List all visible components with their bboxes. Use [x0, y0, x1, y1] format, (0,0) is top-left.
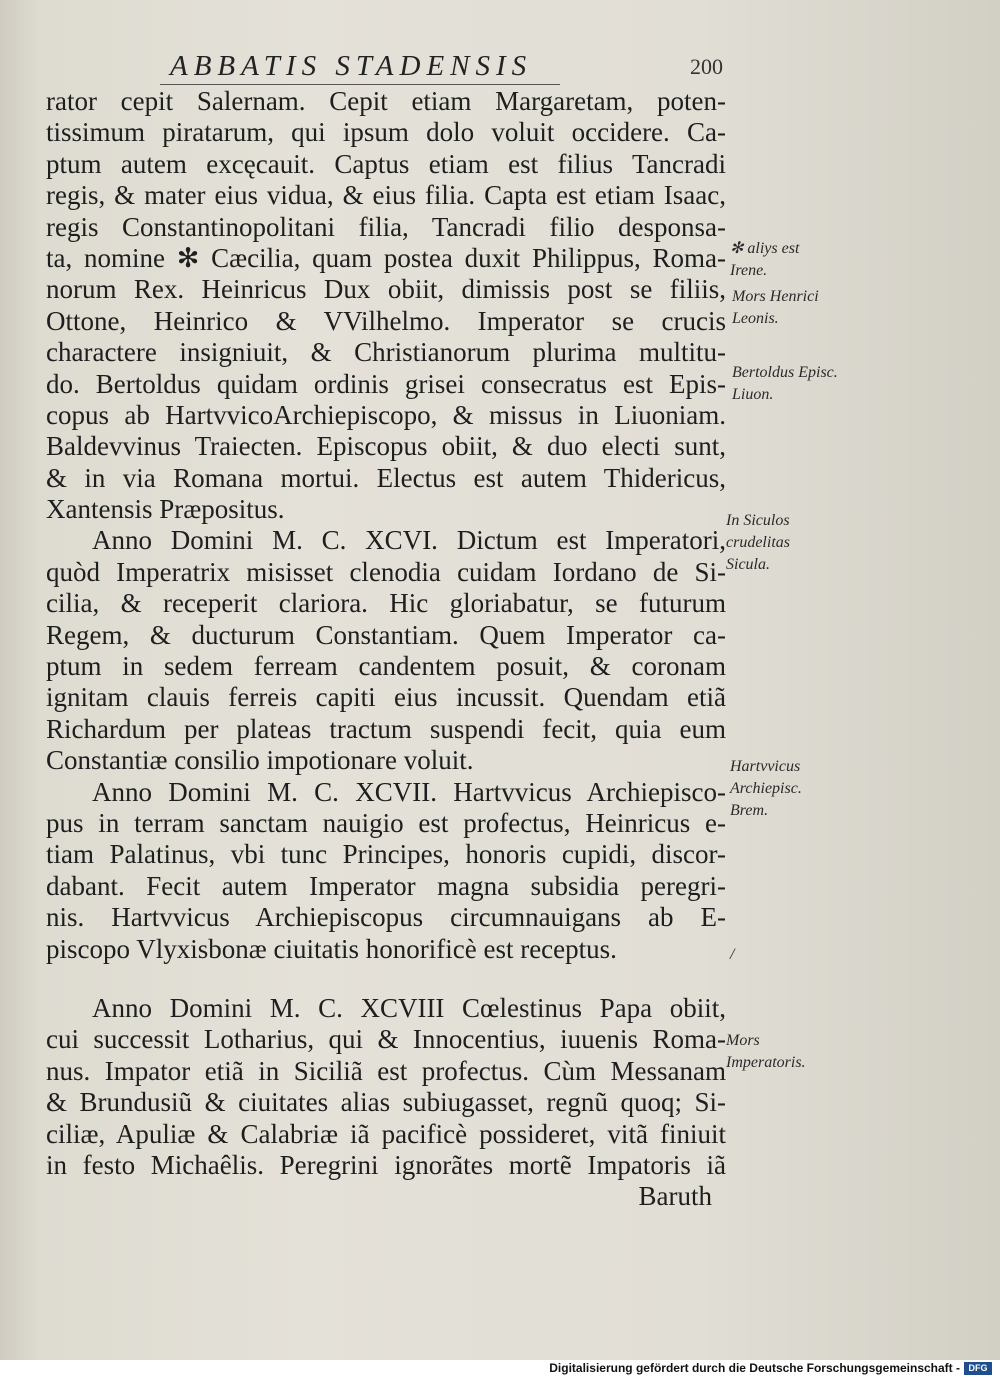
text-line: in festo Michaêlis. Peregrini ignorãtes mortẽ Impatoris iã	[46, 1149, 726, 1180]
text-line: do. Bertoldus quidam ordinis grisei consecratus est Epis-	[46, 368, 726, 399]
margin-note: ✻ aliys est Irene.	[730, 240, 800, 279]
dfg-logo: DFG	[964, 1362, 992, 1375]
text-line: Richardum per plateas tractum suspendi fecit, quia eum	[46, 713, 726, 744]
text-line: Regem, & ducturum Constantiam. Quem Imperator ca-	[46, 619, 726, 650]
text-line: ignitam clauis ferreis capiti eius incussit. Quendam etiã	[46, 682, 726, 713]
catchword: Baruth	[638, 1181, 712, 1212]
text-line: cui successit Lotharius, qui & Innocentius, iuuenis Roma-	[46, 1024, 726, 1055]
paragraph-start: Anno Domini M. C. XCVI. Dictum est Imperatori,	[92, 525, 726, 556]
text-line: nus. Impator etiã in Siciliã est profectus. Cùm Messanam	[46, 1055, 726, 1086]
text-line: regis, & mater eius vidua, & eius filia. Capta est etiam Isaac,	[46, 180, 726, 211]
main-text	[46, 86, 726, 1213]
paragraph-start: Anno Domini M. C. XCVII. Hartvvicus Archiepisco-	[92, 776, 726, 807]
text-line: cilia, & receperit clariora. Hic gloriabatur, se futurum	[46, 588, 726, 619]
margin-note: Bertoldus Episc. Liuon.	[732, 364, 838, 403]
margin-note: Mors Henrici Leonis.	[732, 288, 819, 327]
page-number: 200	[690, 54, 723, 79]
text-line: ptum autem excęcauit. Captus etiam est filius Tancradi	[46, 148, 726, 179]
text-line: pus in terram sanctam nauigio est profectus, Heinricus e-	[46, 807, 726, 838]
text-line: tiam Palatinus, vbi tunc Principes, honoris cupidi, discor-	[46, 839, 726, 870]
text-line: Baldevvinus Traiecten. Episcopus obiit, & duo electi sunt,	[46, 431, 726, 462]
text-line: norum Rex. Heinricus Dux obiit, dimissis post se filiis,	[46, 274, 726, 305]
text-line: tissimum piratarum, qui ipsum dolo voluit occidere. Ca-	[46, 117, 726, 148]
text-line: & in via Romana mortui. Electus est autem Thidericus,	[46, 462, 726, 493]
text-line: Xantensis Præpositus.	[46, 494, 285, 525]
margin-note: Hartvvicus Archiepisc. Brem.	[730, 758, 802, 819]
text-line: copus ab HartvvicoArchiepiscopo, & missus in Liuoniam.	[46, 399, 726, 430]
text-line: Ottone, Heinrico & VVilhelmo. Imperator se crucis	[46, 305, 726, 336]
running-title: ABBATIS STADENSIS	[170, 50, 533, 82]
text-line: quòd Imperatrix misisset clenodia cuidam Iordano de Si-	[46, 556, 726, 587]
margin-note: In Siculos crudelitas Sicula.	[726, 512, 790, 573]
text-line: piscopo Vlyxisbonæ ciuitatis honorificè est receptus.	[46, 933, 617, 964]
text-line: regis Constantinopolitani filia, Tancradi filio desponsa-	[46, 211, 726, 242]
text-line: & Brundusiũ & ciuitates alias subiugasset, regnũ quoq; Si-	[46, 1087, 726, 1118]
text-line: ta, nomine ✻ Cæcilia, quam postea duxit Philippus, Roma-	[46, 242, 726, 273]
paragraph-gap	[46, 965, 726, 993]
header-rule	[160, 84, 560, 85]
text-line: ptum in sedem ferream candentem posuit, & coronam	[46, 651, 726, 682]
paragraph-start: Anno Domini M. C. XCVIII Cœlestinus Papa obiit,	[92, 992, 726, 1023]
margin-note: Mors Imperatoris.	[726, 1032, 806, 1071]
text-line: ciliæ, Apuliæ & Calabriæ iã pacificè possideret, vitã finiuit	[46, 1118, 726, 1149]
funding-credit: Digitalisierung gefördert durch die Deutsche Forschungsgemeinschaft -	[549, 1361, 960, 1375]
text-line: Constantiæ consilio impotionare voluit.	[46, 745, 474, 776]
text-line: charactere insigniuit, & Christianorum plurima multitu-	[46, 337, 726, 368]
margin-note: /	[730, 946, 735, 963]
text-line: nis. Hartvvicus Archiepiscopus circumnauigans ab E-	[46, 902, 726, 933]
text-line: dabant. Fecit autem Imperator magna subsidia peregri-	[46, 870, 726, 901]
text-line: rator cepit Salernam. Cepit etiam Margaretam, poten-	[46, 86, 726, 116]
